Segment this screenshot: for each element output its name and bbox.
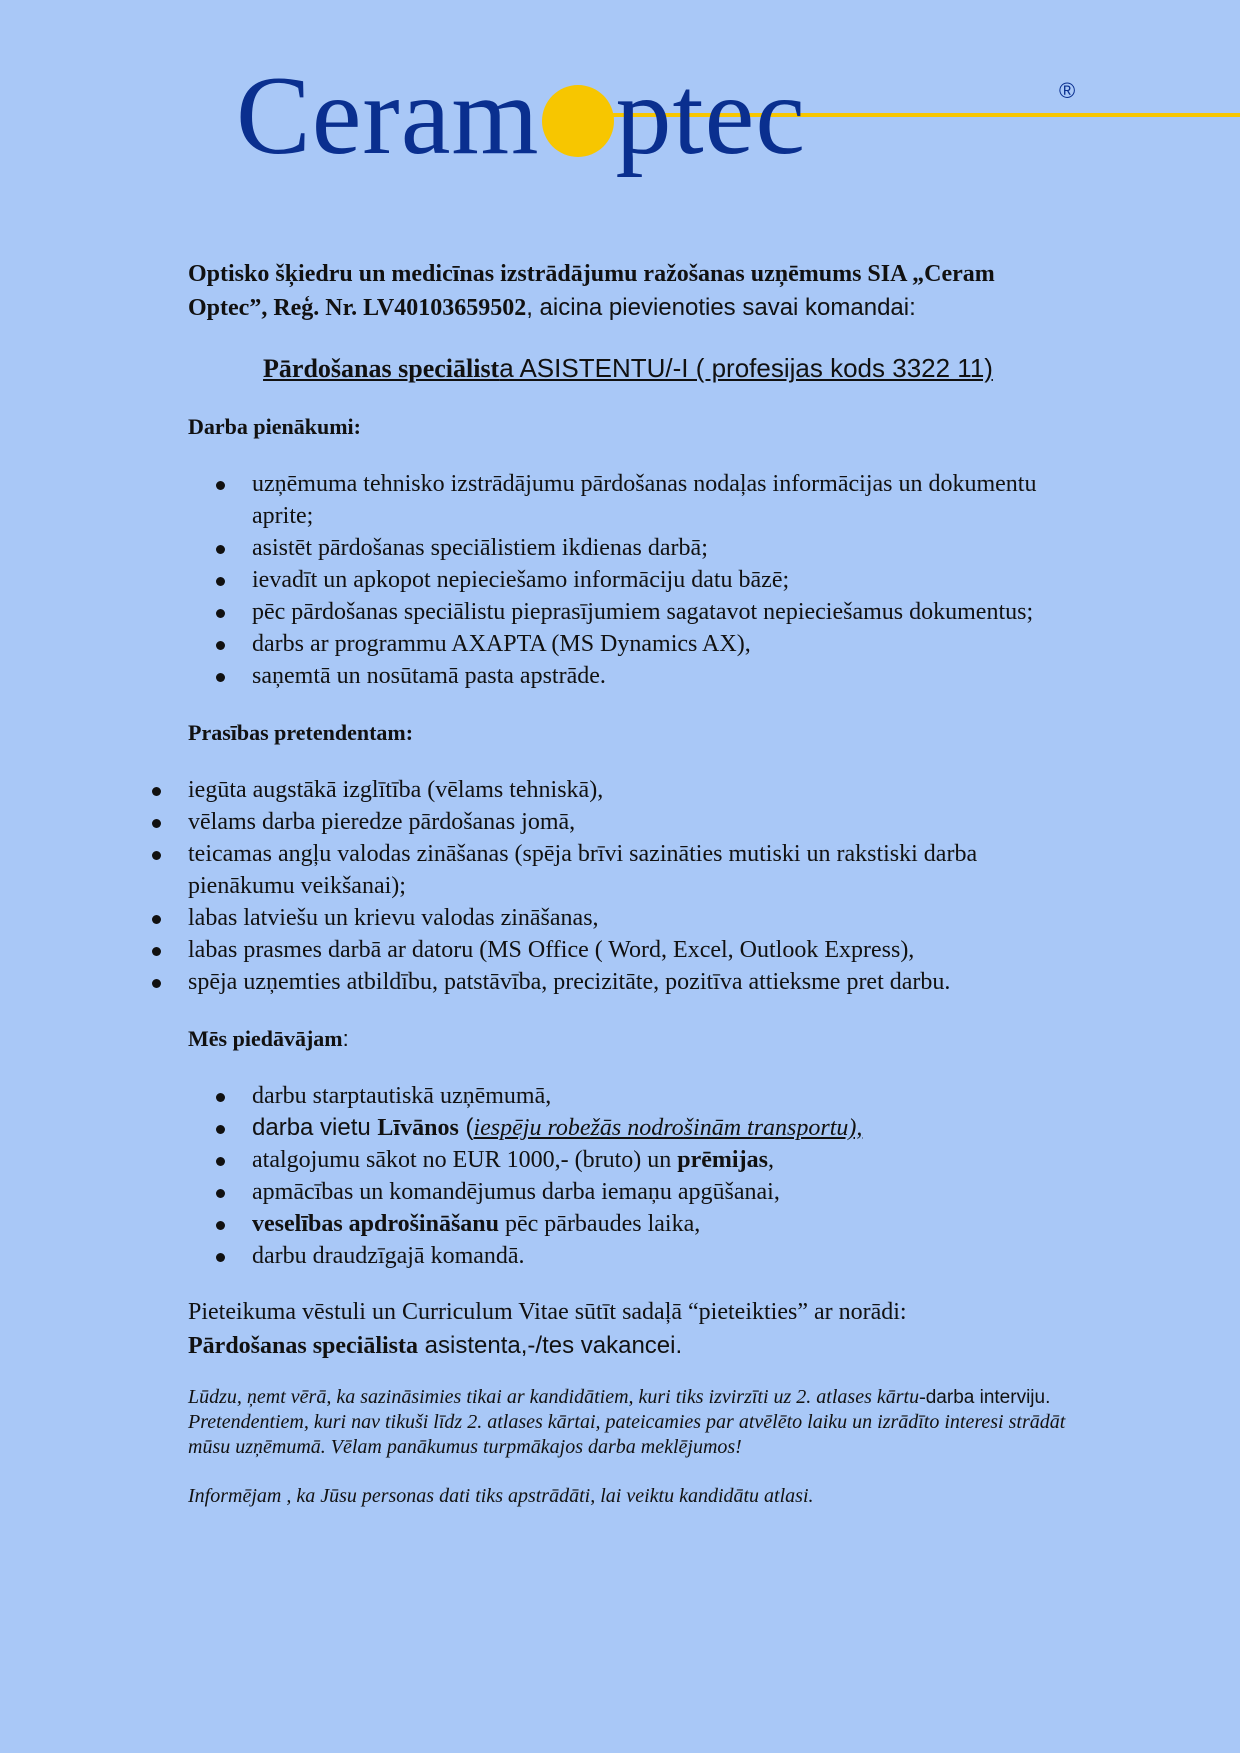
list-item: vēlams darba pieredze pārdošanas jomā,	[188, 806, 1068, 838]
list-item: teicamas angļu valodas zināšanas (spēja brīvi sazināties mutiski un rakstiski darba pienākumu veikšanai);	[188, 838, 1068, 902]
list-item: darbu starptautiskā uzņēmumā,	[178, 1080, 1068, 1112]
company-logo	[236, 54, 1076, 180]
requirements-heading: Prasības pretendentam:	[188, 720, 414, 745]
registered-mark: ®	[1059, 78, 1076, 103]
offer-list	[188, 1080, 1068, 1272]
list-item: asistēt pārdošanas speciālistiem ikdienas darbā;	[178, 532, 1068, 564]
selection-note: Lūdzu, ņemt vērā, ka sazināsimies tikai ar kandidātiem, kuri tiks izvirzīti uz 2. atlases kārtu-darba interviju.	[188, 1386, 1051, 1408]
list-item: darba vietu Līvānos (iespēju robežās nodrošinām transportu),	[178, 1112, 1068, 1144]
privacy-note: Informējam , ka Jūsu personas dati tiks apstrādāti, lai veiktu kandidātu atlasi.	[188, 1485, 814, 1507]
duties-heading: Darba pienākumi:	[188, 414, 361, 439]
logo-yellow-dot	[542, 85, 614, 157]
application-instructions: Pieteikuma vēstuli un Curriculum Vitae sūtīt sadaļā “pieteikties” ar norādi: Pārdošanas speciālista asistenta,-/tes vakancei.	[188, 1299, 907, 1359]
list-item: ievadīt un apkopot nepieciešamo informāciju datu bāzē;	[178, 564, 1068, 596]
offer-heading: Mēs piedāvājam:	[188, 1026, 349, 1051]
list-item: spēja uzņemties atbildību, patstāvība, precizitāte, pozitīva attieksme pret darbu.	[188, 966, 1068, 998]
list-item: labas prasmes darbā ar datoru (MS Office ( Word, Excel, Outlook Express),	[188, 934, 1068, 966]
list-item: uzņēmuma tehnisko izstrādājumu pārdošanas nodaļas informācijas un dokumentu aprite;	[178, 468, 1068, 532]
requirements-list	[188, 774, 1068, 998]
logo-wordmark: Ceram ptec	[236, 54, 807, 178]
duties-list	[188, 468, 1068, 692]
list-item: saņemtā un nosūtamā pasta apstrāde.	[178, 660, 1068, 692]
list-item: darbs ar programmu AXAPTA (MS Dynamics AX),	[178, 628, 1068, 660]
list-item: labas latviešu un krievu valodas zināšanas,	[188, 902, 1068, 934]
job-title: Pārdošanas speciālista ASISTENTU/-I ( profesijas kods 3322 11)	[263, 353, 993, 383]
list-item: pēc pārdošanas speciālistu pieprasījumiem sagatavot nepieciešamus dokumentus;	[178, 596, 1068, 628]
intro-paragraph: Optisko šķiedru un medicīnas izstrādājumu ražošanas uzņēmums SIA „Ceram Optec”, Reģ. Nr. LV40103659502, aicina pievienoties savai komandai:	[188, 261, 995, 321]
thanks-note: Pretendentiem, kuri nav tikuši līdz 2. atlases kārtai, pateicamies par atvēlēto laiku un izrādīto interesi strādāt mūsu uzņēmumā. Vēlam panākumus turpmākajos darba meklējumos!	[188, 1411, 1066, 1458]
list-item: darbu draudzīgajā komandā.	[178, 1240, 1068, 1272]
list-item: veselības apdrošināšanu pēc pārbaudes laika,	[178, 1208, 1068, 1240]
list-item: apmācības un komandējumus darba iemaņu apgūšanai,	[178, 1176, 1068, 1208]
list-item: iegūta augstākā izglītība (vēlams tehniskā),	[188, 774, 1068, 806]
list-item: atalgojumu sākot no EUR 1000,- (bruto) un prēmijas,	[178, 1144, 1068, 1176]
job-ad	[188, 258, 1068, 1509]
